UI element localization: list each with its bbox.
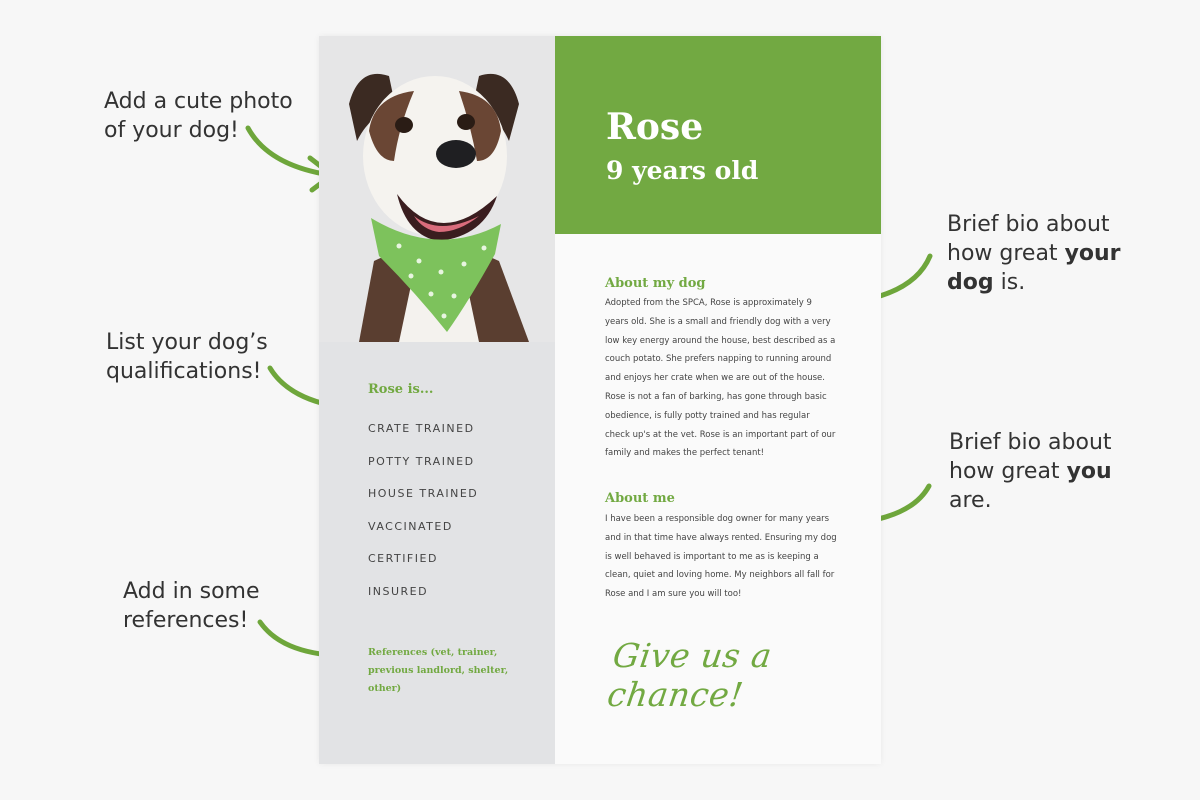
name-header bbox=[555, 36, 881, 234]
qualifications-list bbox=[368, 422, 478, 617]
qualification-item: HOUSE TRAINED bbox=[368, 487, 479, 500]
dog-illustration bbox=[319, 36, 555, 342]
pet-resume bbox=[319, 36, 881, 764]
qualification-item: VACCINATED bbox=[368, 519, 453, 533]
annotation-dog-bio-line2 bbox=[947, 239, 1121, 268]
qualification-item: POTTY TRAINED bbox=[368, 454, 475, 468]
about-me-title: About me bbox=[605, 491, 675, 506]
annotation-references bbox=[123, 577, 260, 635]
tagline: Give us a chance! bbox=[605, 636, 775, 714]
annotation-references-line1: Add in some bbox=[123, 579, 260, 604]
dog-photo bbox=[319, 36, 555, 342]
qualifications-title: Rose is... bbox=[368, 382, 434, 397]
dog-name: Rose bbox=[606, 106, 704, 148]
dog-age: 9 years old bbox=[606, 156, 759, 185]
references-text: References (vet, trainer, previous landlord, shelter, other) bbox=[368, 647, 509, 694]
annotation-owner-bio-line3: are. bbox=[949, 488, 992, 513]
qualifications-column bbox=[319, 36, 555, 764]
annotation-references-line2: references! bbox=[123, 608, 249, 633]
about-dog-text: Adopted from the SPCA, Rose is approximately 9 years old. She is a small and friendly dog with a very low key energy around the house, best described as a couch potato. She prefers napping to running around and enjoys her crate when we are out of the house. Rose is not a fan of barking, has gone through basic obedience, is fully potty trained and has regular check up's at the vet. Rose is an important part of our family and makes the perfect tenant! bbox=[605, 298, 836, 459]
annotation-owner-bio-line2 bbox=[949, 457, 1112, 486]
qualification-item: CRATE TRAINED bbox=[368, 422, 475, 435]
about-me-text: I have been a responsible dog owner for many years and in that time have always rented. Ensuring my dog is well behaved is important to me as is keeping a clean, quiet and loving home. My neighbors all fall for Rose and I am sure you will too! bbox=[605, 514, 837, 600]
annotation-owner-bio-line2-bold: you bbox=[1066, 459, 1112, 484]
about-dog-title: About my dog bbox=[605, 276, 706, 291]
qualification-item: CERTIFIED bbox=[368, 552, 438, 565]
annotation-dog-bio-line3-bold: dog bbox=[947, 270, 994, 295]
annotation-photo-line2: of your dog! bbox=[104, 118, 239, 143]
annotation-photo-line1: Add a cute photo bbox=[104, 89, 293, 114]
annotation-owner-bio bbox=[949, 428, 1112, 515]
annotation-dog-bio-line3 bbox=[947, 268, 1121, 297]
annotation-qualifications bbox=[106, 328, 268, 386]
annotation-qualifications-line2: qualifications! bbox=[106, 359, 262, 384]
annotation-dog-bio-line3-text: is. bbox=[993, 270, 1026, 295]
annotation-dog-bio-line1: Brief bio about bbox=[947, 212, 1110, 237]
annotation-owner-bio-line1: Brief bio about bbox=[949, 430, 1112, 455]
qualification-item: INSURED bbox=[368, 584, 429, 598]
annotation-owner-bio-line2-text: how great bbox=[949, 459, 1067, 484]
annotation-dog-bio-line2-bold: your bbox=[1064, 241, 1121, 266]
annotation-dog-bio bbox=[947, 210, 1121, 297]
annotation-dog-bio-line2-text: how great bbox=[947, 241, 1065, 266]
annotation-qualifications-line1: List your dog’s bbox=[106, 330, 268, 355]
